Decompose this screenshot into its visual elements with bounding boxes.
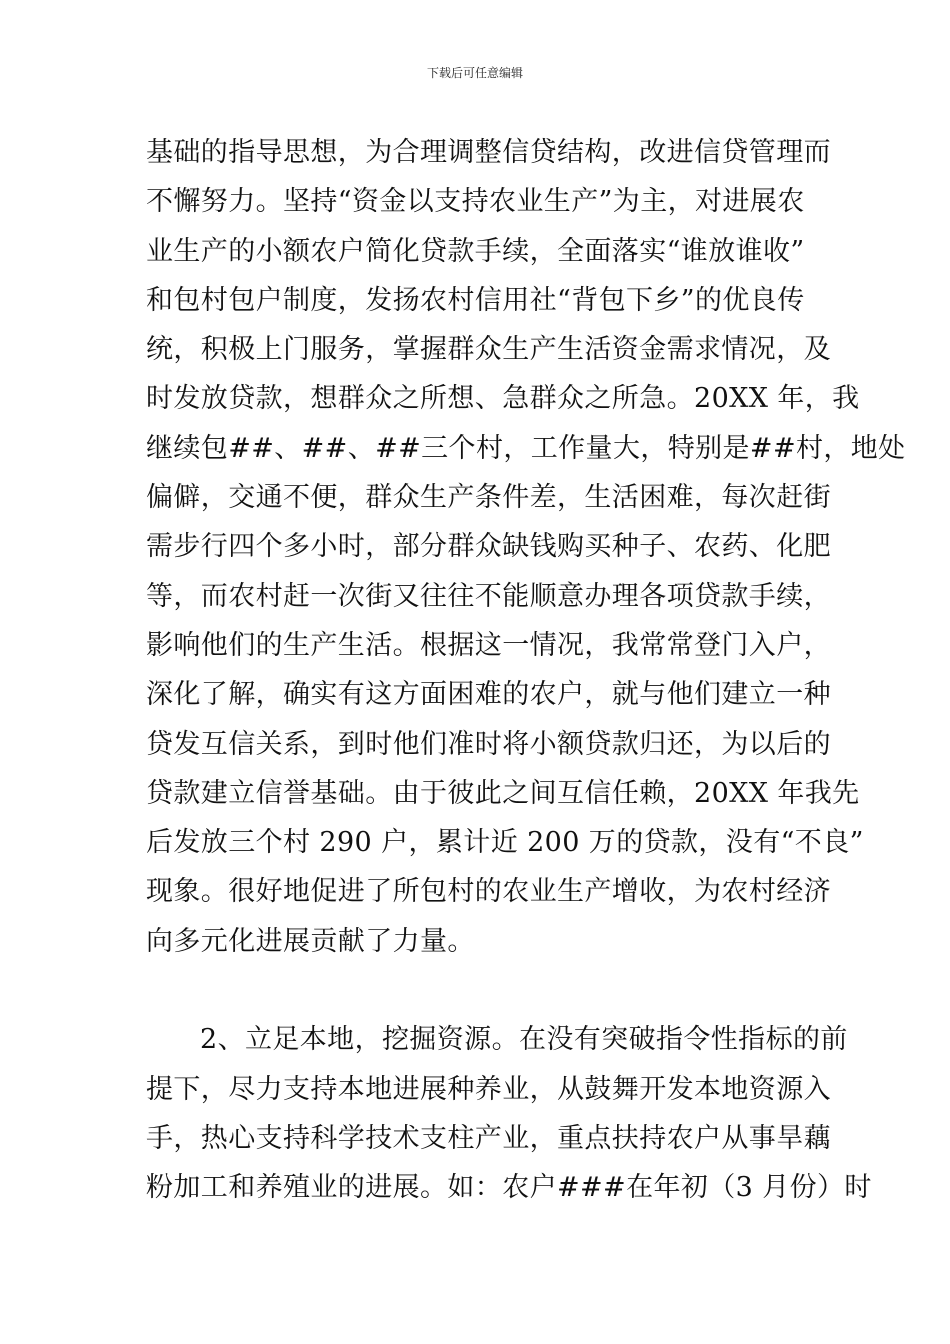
text-line: 后发放三个村 290 户，累计近 200 万的贷款，没有“不良” bbox=[146, 827, 864, 859]
text-line: 向多元化进展贡献了力量。 bbox=[146, 925, 475, 957]
text-line: 继续包##、##、##三个村，工作量大，特别是##村，地处 bbox=[146, 432, 906, 464]
text-line: 和包村包户制度，发扬农村信用社“背包下乡”的优良传 bbox=[146, 284, 805, 316]
text-line: 不懈努力。坚持“资金以支持农业生产”为主，对进展农 bbox=[146, 186, 805, 218]
page-header: 下载后可任意编辑 bbox=[426, 66, 523, 80]
paragraph-1 bbox=[146, 128, 906, 966]
text-line: 贷款建立信誉基础。由于彼此之间互信任赖，20XX 年我先 bbox=[146, 777, 860, 809]
text-line: 深化了解，确实有这方面困难的农户，就与他们建立一种 bbox=[146, 679, 831, 711]
text-line: 等，而农村赶一次街又往往不能顺意办理各项贷款手续， bbox=[146, 580, 831, 612]
text-line: 统，积极上门服务，掌握群众生产生活资金需求情况，及 bbox=[146, 334, 831, 366]
text-line: 业生产的小额农户简化贷款手续，全面落实“谁放谁收” bbox=[146, 235, 805, 267]
text-line: 手，热心支持科学技术支柱产业，重点扶持农户从事旱藕 bbox=[146, 1122, 831, 1154]
document-body bbox=[146, 128, 906, 1213]
text-line: 偏僻，交通不便，群众生产条件差，生活困难，每次赶街 bbox=[146, 482, 831, 514]
text-line: 贷发互信关系，到时他们准时将小额贷款归还，为以后的 bbox=[146, 728, 831, 760]
text-line: 时发放贷款，想群众之所想、急群众之所急。20XX 年，我 bbox=[146, 383, 860, 415]
text-line: 粉加工和养殖业的进展。如：农户###在年初（3 月份）时 bbox=[146, 1172, 872, 1204]
text-line: 2、立足本地，挖掘资源。在没有突破指令性指标的前 bbox=[200, 1024, 848, 1056]
paragraph-2 bbox=[146, 1015, 872, 1212]
text-line: 基础的指导思想，为合理调整信贷结构，改进信贷管理而 bbox=[146, 137, 831, 168]
text-line: 提下，尽力支持本地进展种养业，从鼓舞开发本地资源入 bbox=[146, 1073, 831, 1105]
paragraph-spacer bbox=[146, 966, 816, 1015]
text-line: 影响他们的生产生活。根据这一情况，我常常登门入户， bbox=[146, 629, 831, 661]
text-line: 现象。很好地促进了所包村的农业生产增收，为农村经济 bbox=[146, 876, 831, 908]
text-line: 需步行四个多小时，部分群众缺钱购买种子、农药、化肥 bbox=[146, 531, 831, 563]
